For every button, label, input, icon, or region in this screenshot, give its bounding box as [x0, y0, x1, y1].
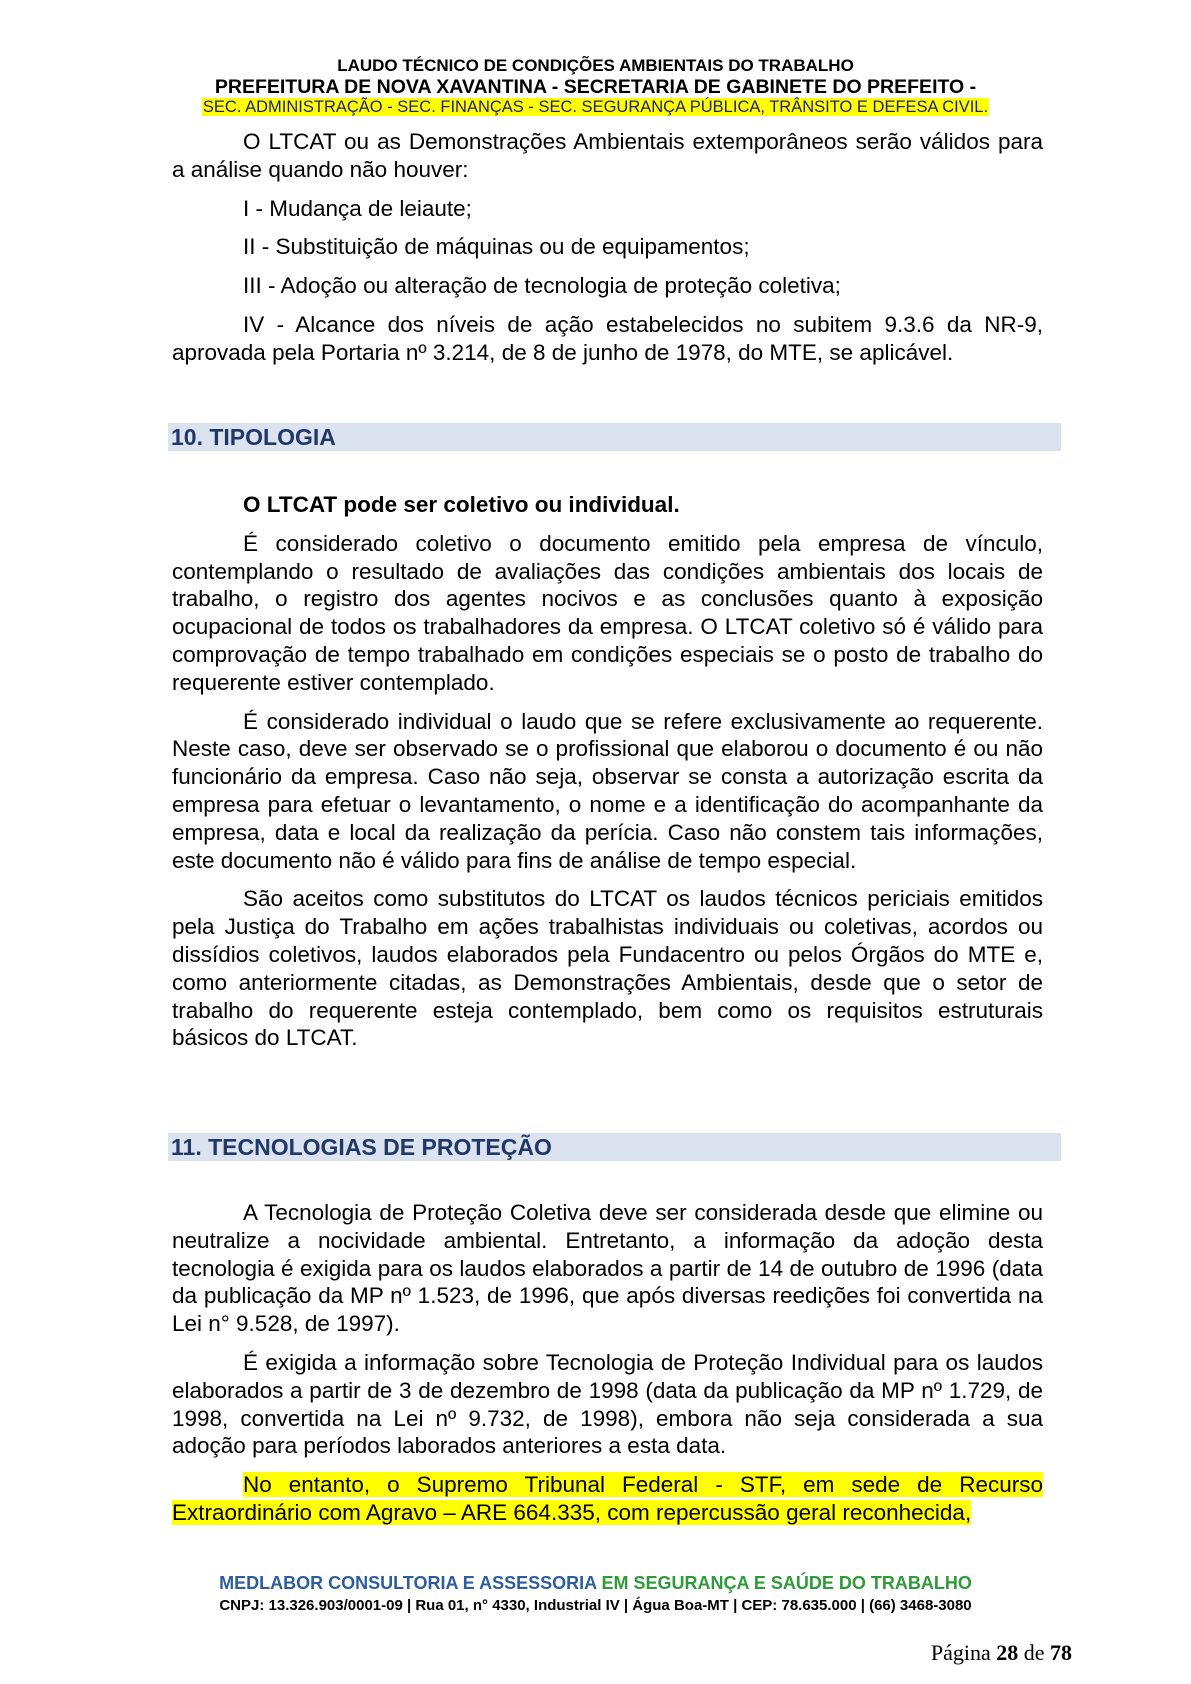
- page-label: Página: [930, 1640, 991, 1665]
- section-11-body: [172, 1199, 1043, 1527]
- section-10-lead: O LTCAT pode ser coletivo ou individual.: [243, 492, 680, 517]
- section-11-paragraph-3: [172, 1471, 1043, 1527]
- footer-company: [0, 1572, 1191, 1594]
- highlighted-text: No entanto, o Supremo Tribunal Federal - STF, em sede de Recurso Extraordinário com Agravo – ARE 664.335, com repercussão geral reconhecida,: [172, 1472, 1043, 1525]
- section-11-paragraph-2: É exigida a informação sobre Tecnologia de Proteção Individual para os laudos elaborados a partir de 3 de dezembro de 1998 (data da publicação da MP nº 1.729, de 1998, convertida na Lei nº 9.732, de 1998), embora não seja considerada a sua adoção para períodos laborados anteriores a esta data.: [172, 1349, 1043, 1459]
- page-current: 28: [996, 1640, 1019, 1665]
- header-departments-text: SEC. ADMINISTRAÇÃO - SEC. FINANÇAS - SEC. SEGURANÇA PÚBLICA, TRÂNSITO E DEFESA CIVIL.: [202, 98, 989, 116]
- header-organization: PREFEITURA DE NOVA XAVANTINA - SECRETARIA DE GABINETE DO PREFEITO -: [214, 76, 977, 98]
- intro-block: [172, 128, 1043, 367]
- header-title: LAUDO TÉCNICO DE CONDIÇÕES AMBIENTAIS DO TRABALHO: [337, 56, 854, 75]
- intro-item-2: II - Substituição de máquinas ou de equipamentos;: [243, 234, 750, 260]
- section-10-paragraph-2: É considerado individual o laudo que se refere exclusivamente ao requerente. Neste caso, deve ser observado se o profissional que elaborou o documento é ou não funcionário da empresa. Caso não seja, observar se consta a autorização escrita da empresa para efetuar o levantamento, o nome e a identificação do acompanhante da empresa, data e local da realização da perícia. Caso não constem tais informações, este documento não é válido para fins de análise de tempo especial.: [172, 708, 1043, 873]
- section-10-paragraph-1: É considerado coletivo o documento emitido pela empresa de vínculo, contemplando o resultado de avaliações das condições ambientais dos locais de trabalho, o registro dos agentes nocivos e as conclusões quanto à exposição ocupacional de todos os trabalhadores da empresa. O LTCAT coletivo só é válido para comprovação de tempo trabalhado em condições especiais se o posto de trabalho do requerente estiver contemplado.: [172, 530, 1043, 695]
- section-10-title: 10. TIPOLOGIA: [171, 424, 336, 450]
- intro-item-4: IV - Alcance dos níveis de ação estabelecidos no subitem 9.3.6 da NR-9, aprovada pela Portaria nº 3.214, de 8 de junho de 1978, do MTE, se aplicável.: [172, 311, 1043, 365]
- section-11-heading: [168, 1133, 1061, 1161]
- footer-company-tagline: EM SEGURANÇA E SAÚDE DO TRABALHO: [596, 1573, 972, 1593]
- page-footer: [0, 1572, 1191, 1616]
- section-10-body: [172, 491, 1043, 1052]
- section-10-paragraph-3: São aceitos como substitutos do LTCAT os laudos técnicos periciais emitidos pela Justiça do Trabalho em ações trabalhistas individuais ou coletivas, acordos ou dissídios coletivos, laudos elaborados pela Fundacentro ou pelos Órgãos do MTE e, como anteriormente citadas, as Demonstrações Ambientais, desde que o setor de trabalho do requerente esteja contemplado, bem como os requisitos estruturais básicos do LTCAT.: [172, 886, 1043, 1051]
- header-departments: [0, 98, 1191, 117]
- page-number: [931, 1640, 1072, 1666]
- page-total: 78: [1050, 1640, 1072, 1665]
- intro-paragraph: O LTCAT ou as Demonstrações Ambientais extemporâneos serão válidos para a análise quando não houver:: [172, 129, 1043, 182]
- section-11-paragraph-1: A Tecnologia de Proteção Coletiva deve ser considerada desde que elimine ou neutralize a nocividade ambiental. Entretanto, a informação da adoção desta tecnologia é exigida para os laudos elaborados a partir de 14 de outubro de 1996 (data da publicação da MP nº 1.523, de 1996, que após diversas reedições foi convertida na Lei n° 9.528, de 1997).: [172, 1200, 1043, 1337]
- page-of: de: [1023, 1640, 1045, 1665]
- section-11-title: 11. TECNOLOGIAS DE PROTEÇÃO: [171, 1134, 552, 1160]
- footer-company-name: MEDLABOR CONSULTORIA E ASSESSORIA: [219, 1573, 597, 1593]
- footer-details: CNPJ: 13.326.903/0001-09 | Rua 01, n° 4330, Industrial IV | Água Boa-MT | CEP: 78.635.000 | (66) 3468-3080: [219, 1597, 972, 1614]
- page-header: [0, 56, 1191, 117]
- section-10-heading: [168, 423, 1061, 451]
- intro-item-3: III - Adoção ou alteração de tecnologia de proteção coletiva;: [243, 273, 841, 299]
- intro-item-1: I - Mudança de leiaute;: [243, 195, 472, 221]
